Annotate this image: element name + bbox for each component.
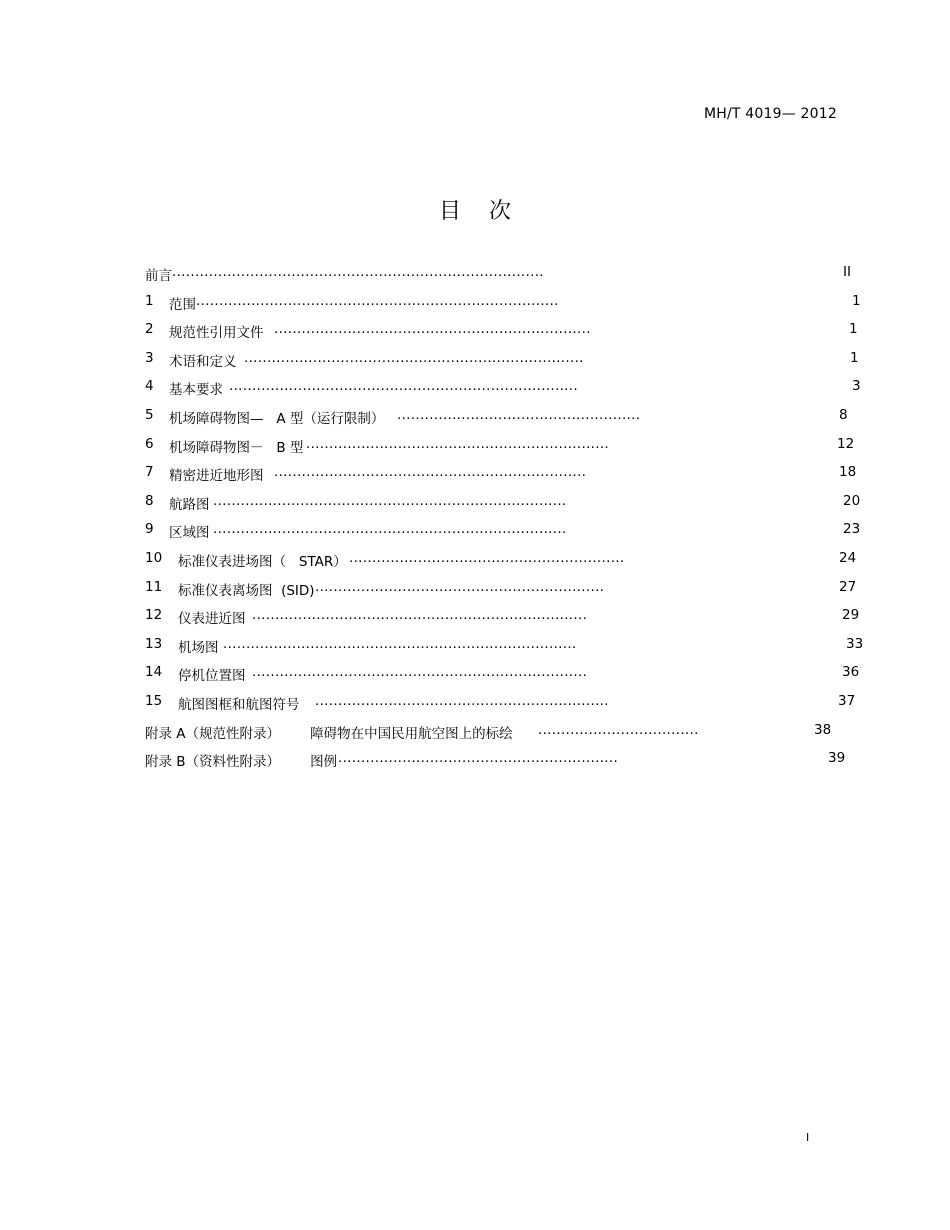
toc-entry-1[interactable] <box>145 293 865 322</box>
toc-entry-number: 2 <box>145 321 154 338</box>
toc-page-number: 37 <box>838 692 856 709</box>
toc-leader-dots: ......................................................................... <box>252 664 588 681</box>
toc-entry-number: 7 <box>145 464 154 481</box>
toc-leader-dots: ............................................................................. <box>213 521 567 538</box>
toc-leader-dots: .................................................................... <box>274 464 587 481</box>
toc-entry-text: 精密进近地形图 <box>169 468 264 485</box>
toc-entry-text: 机场图 <box>178 639 219 656</box>
toc-page-number: 20 <box>843 492 861 509</box>
toc-leader-dots: .......................................................................... <box>244 349 584 366</box>
toc-entry-text: 范围 <box>169 296 196 313</box>
toc-entry-number: 12 <box>145 607 163 624</box>
toc-entry-text: 机场障碍物图— A 型（运行限制） <box>169 410 385 427</box>
toc-entry-appendix-a[interactable] <box>145 722 865 751</box>
toc-entry-number: 9 <box>145 521 154 538</box>
toc-page-number: 38 <box>814 721 832 738</box>
toc-page-number: 27 <box>839 578 857 595</box>
toc-entry-number: 8 <box>145 492 154 509</box>
toc-entry-7[interactable] <box>145 464 865 493</box>
toc-entry-12[interactable] <box>145 607 865 636</box>
toc-page-number: 12 <box>837 435 855 452</box>
toc-entry-15[interactable] <box>145 693 865 722</box>
toc-page-number: II <box>843 264 851 280</box>
toc-leader-dots: ............................................................................. <box>213 492 567 509</box>
toc-entry-5[interactable] <box>145 407 865 436</box>
toc-entry-text: 附录 B（资料性附录） 图例 <box>145 754 338 771</box>
toc-entry-text: 航路图 <box>169 496 210 513</box>
toc-leader-dots: ......................................................................... <box>252 607 588 624</box>
toc-entry-text: 标准仪表离场图 (SID) <box>178 582 315 599</box>
toc-entry-11[interactable] <box>145 579 865 608</box>
toc-entry-number: 4 <box>145 378 154 395</box>
toc-entry-number: 1 <box>145 292 154 309</box>
toc-leader-dots: .................................................................. <box>306 435 610 452</box>
toc-leader-dots: ..................................................................... <box>274 321 591 338</box>
toc-leader-dots: ................................................................ <box>315 692 609 709</box>
toc-page-number: 24 <box>839 549 857 566</box>
toc-page-number: 8 <box>839 406 848 423</box>
toc-page-number: 23 <box>843 521 861 538</box>
toc-page-number: 1 <box>852 292 861 309</box>
toc-entry-text: 术语和定义 <box>169 353 237 370</box>
toc-entry-13[interactable] <box>145 636 865 665</box>
toc-entry-number: 11 <box>145 578 163 595</box>
toc-entry-3[interactable] <box>145 350 865 379</box>
toc-entry-10[interactable] <box>145 550 865 579</box>
toc-entry-text: 前言 <box>145 268 172 284</box>
toc-page-number: 33 <box>846 635 864 652</box>
toc-leader-dots: ............................................................ <box>349 549 625 566</box>
toc-entry-number: 14 <box>145 664 163 681</box>
toc-leader-dots: ..................................................... <box>397 406 641 423</box>
toc-entry-number: 13 <box>145 635 163 652</box>
toc-entry-14[interactable] <box>145 664 865 693</box>
toc-entry-number: 6 <box>145 435 154 452</box>
toc-page-number: 1 <box>849 321 858 338</box>
toc-entry-foreword[interactable] <box>145 264 865 293</box>
toc-page-number: 1 <box>850 349 859 366</box>
toc-entry-text: 机场障碍物图－ B 型 <box>169 439 304 456</box>
toc-entry-text: 航图图框和航图符号 <box>178 696 300 713</box>
toc-entry-number: 5 <box>145 406 154 423</box>
toc-entry-appendix-b[interactable] <box>145 750 865 779</box>
toc-leader-dots: ............................................................................. <box>223 635 577 652</box>
toc-page-number: 39 <box>828 750 846 767</box>
toc-entry-text: 停机位置图 <box>178 668 246 685</box>
toc-entry-text: 附录 A（规范性附录） 障碍物在中国民用航空图上的标绘 <box>145 725 513 742</box>
toc-entry-8[interactable] <box>145 493 865 522</box>
toc-page-number: 36 <box>842 664 860 681</box>
toc-leader-dots: ............................................................................ <box>229 378 578 395</box>
toc-leader-dots: ................................................................................. <box>172 264 544 280</box>
toc-entry-2[interactable] <box>145 321 865 350</box>
page-title: 目 次 <box>439 199 511 224</box>
toc-leader-dots: ............................................................... <box>315 578 605 595</box>
table-of-contents <box>145 264 865 779</box>
toc-entry-text: 仪表进近图 <box>178 611 246 628</box>
toc-entry-text: 标准仪表进场图（ STAR） <box>178 553 347 570</box>
toc-entry-9[interactable] <box>145 521 865 550</box>
toc-leader-dots: ............................................................. <box>338 750 619 767</box>
toc-entry-text: 区域图 <box>169 525 210 542</box>
toc-entry-number: 10 <box>145 549 163 566</box>
toc-entry-text: 规范性引用文件 <box>169 325 264 342</box>
toc-leader-dots: ................................... <box>538 721 699 738</box>
toc-page-number: 29 <box>842 607 860 624</box>
toc-entry-4[interactable] <box>145 378 865 407</box>
toc-entry-number: 3 <box>145 349 154 366</box>
document-code: MH/T 4019— 2012 <box>703 106 837 122</box>
toc-entry-number: 15 <box>145 692 163 709</box>
toc-page-number: 3 <box>852 378 861 395</box>
toc-entry-text: 基本要求 <box>169 382 223 399</box>
toc-entry-6[interactable] <box>145 436 865 465</box>
toc-page-number: 18 <box>839 464 857 481</box>
toc-leader-dots: ............................................................................... <box>196 292 559 309</box>
footer-page-number: I <box>806 1131 810 1144</box>
